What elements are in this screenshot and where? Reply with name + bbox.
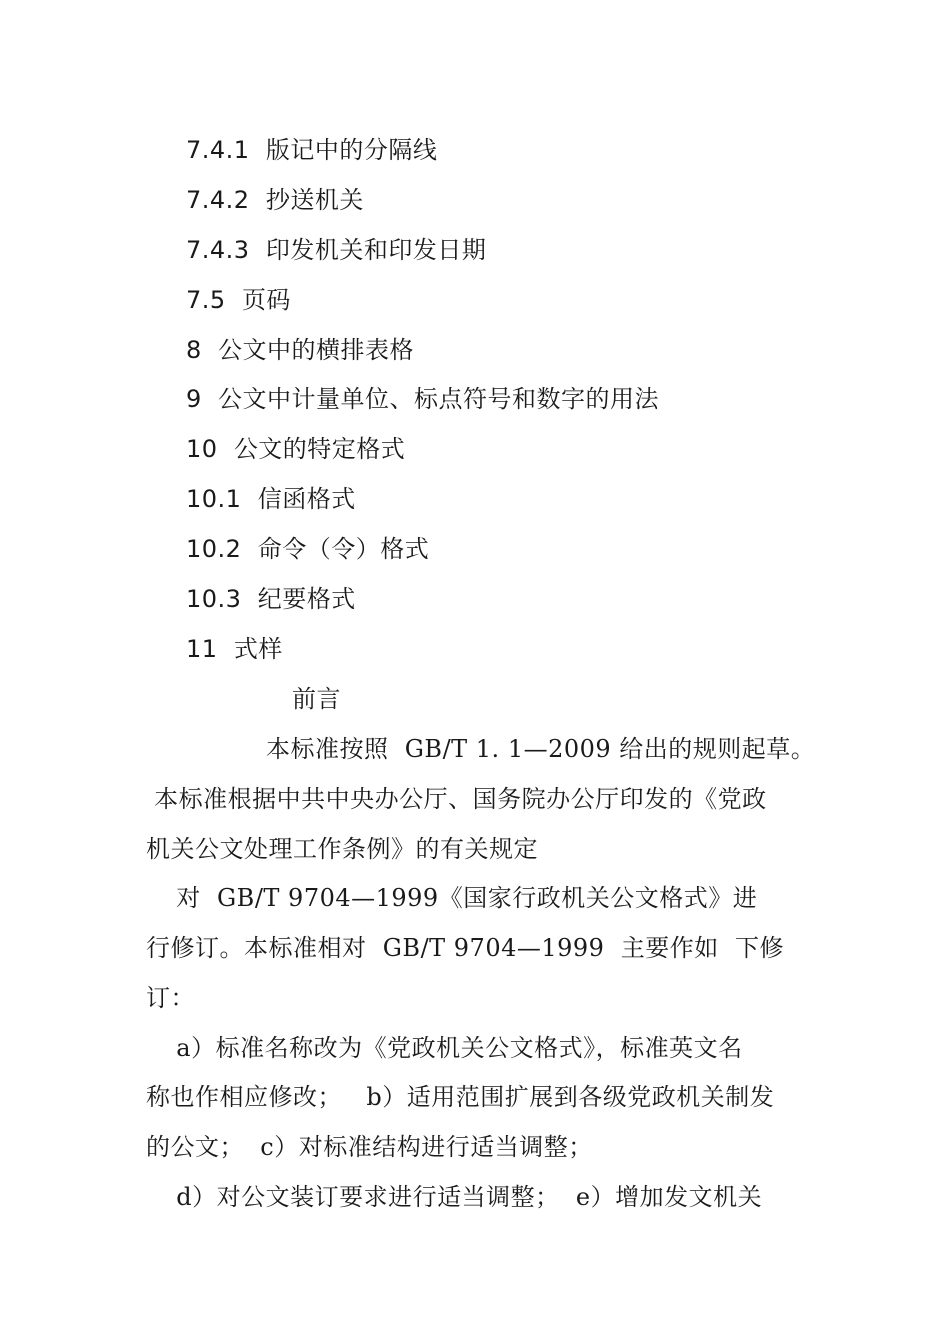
- toc-item: [186, 235, 486, 265]
- toc-item: [186, 534, 429, 564]
- toc-number: 10.1: [186, 485, 242, 513]
- preface-line: d）对公文装订要求进行适当调整； e）增加发文机关: [160, 1183, 763, 1211]
- preface-line: 本标准按照 GB/T 1. 1—2009 给出的规则起草。: [266, 735, 816, 763]
- toc-title: 公文中计量单位、标点符号和数字的用法: [218, 385, 660, 413]
- toc-title: 公文中的横排表格: [218, 336, 415, 364]
- toc-item: [186, 634, 283, 664]
- preface-line: 对 GB/T 9704—1999《国家行政机关公文格式》进: [160, 884, 758, 912]
- toc-number: 7.4.3: [186, 236, 250, 264]
- toc-number: 7.5: [186, 286, 226, 314]
- preface-line: 机关公文处理工作条例》的有关规定: [146, 835, 538, 863]
- preface-heading: 前言: [292, 685, 341, 713]
- preface-line: 订：: [146, 984, 195, 1012]
- toc-number: 7.4.1: [186, 136, 250, 164]
- toc-item: [186, 185, 364, 215]
- toc-item: [186, 285, 291, 315]
- preface-line: a）标准名称改为《党政机关公文格式》，标准英文名: [160, 1034, 743, 1062]
- preface-line: 的公文； c）对标准结构进行适当调整；: [146, 1133, 593, 1161]
- preface-line: 称也作相应修改； b）适用范围扩展到各级党政机关制发: [146, 1083, 775, 1111]
- toc-item: [186, 584, 356, 614]
- toc-item: [186, 434, 405, 464]
- toc-title: 版记中的分隔线: [265, 136, 438, 164]
- toc-number: 7.4.2: [186, 186, 250, 214]
- toc-item: [186, 135, 437, 165]
- toc-item: [186, 484, 356, 514]
- toc-title: 纪要格式: [257, 585, 356, 613]
- toc-title: 页码: [241, 286, 291, 314]
- toc-number: 10.2: [186, 535, 242, 563]
- preface-line: 本标准根据中共中央办公厅、国务院办公厅印发的《党政: [146, 785, 767, 813]
- toc-title: 印发机关和印发日期: [265, 236, 487, 264]
- toc-title: 式样: [233, 635, 283, 663]
- toc-number: 8: [186, 336, 202, 364]
- toc-number: 10: [186, 435, 218, 463]
- toc-title: 抄送机关: [265, 186, 364, 214]
- toc-title: 公文的特定格式: [233, 435, 406, 463]
- preface-line: 行修订。本标准相对 GB/T 9704—1999 主要作如 下修: [146, 934, 784, 962]
- toc-item: [186, 384, 659, 414]
- toc-number: 9: [186, 385, 202, 413]
- toc-title: 命令（令）格式: [257, 535, 430, 563]
- toc-number: 10.3: [186, 585, 242, 613]
- toc-title: 信函格式: [257, 485, 356, 513]
- toc-number: 11: [186, 635, 218, 663]
- toc-item: [186, 335, 414, 365]
